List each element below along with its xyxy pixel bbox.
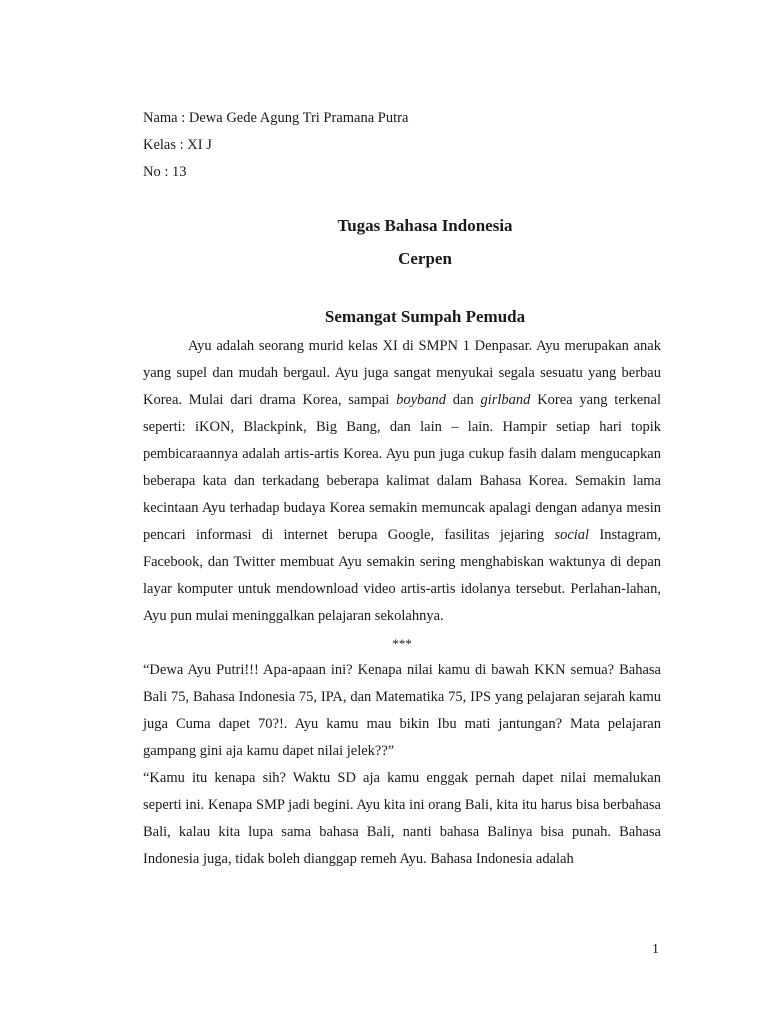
section-separator: *** [392,636,412,651]
paragraph-2: “Dewa Ayu Putri!!! Apa-apaan ini? Kenapa nilai kamu di bawah KKN semua? Bahasa Bali 75, Bahasa Indonesia 75, IPA, dan Matematika 75, IPS yang pelajaran sejarah kamu juga Cuma dapet 70?!. Ayu kamu mau bikin Ibu mati jantungan? Mata pelajaran gampang gini aja kamu dapet nilai jelek??” [143,662,661,759]
student-number: No : 13 [143,164,187,180]
assignment-title: Tugas Bahasa Indonesia [337,216,513,235]
page-number: 1 [652,942,659,957]
paragraph-3: “Kamu itu kenapa sih? Waktu SD aja kamu enggak pernah dapet nilai memalukan seperti ini. Kenapa SMP jadi begini. Ayu kita ini orang Bali, kita itu harus bisa berbahasa Bali, kalau kita lupa sama bahasa Bali, nanti bahasa Balinya bisa punah. Bahasa Indonesia juga, tidak boleh dianggap remeh Ayu. Bahasa Indonesia adalah [143,770,661,867]
italic-girlband: girlband [480,392,531,408]
student-info [143,108,408,189]
paragraph-1-text-d: Instagram, Facebook, dan Twitter membuat Ayu semakin sering menghabiskan waktunya di depan layar komputer untuk mendownload video artis-artis idolanya tersebut. Perlahan-lahan, Ayu pun mulai meninggalkan pelajaran sekolahnya. [143,527,661,624]
student-class: Kelas : XI J [143,137,212,153]
genre-title: Cerpen [398,249,452,268]
story-body [143,333,661,873]
paragraph-1-text-a: Ayu adalah seorang murid kelas XI di SMPN 1 Denpasar. Ayu merupakan anak yang supel dan mudah bergaul. Ayu juga sangat menyukai segala sesuatu yang berbau Korea. Mulai dari drama Korea, sampai [143,338,661,408]
student-name: Nama : Dewa Gede Agung Tri Pramana Putra [143,110,409,126]
paragraph-1 [143,333,661,630]
paragraph-1-text-c: Korea yang terkenal seperti: iKON, Blackpink, Big Bang, dan lain – lain. Hampir setiap hari topik pembicaraannya adalah artis-artis Korea. Ayu pun juga cukup fasih dalam mengucapkan beberapa kata dan terkadang beberapa kalimat dalam Bahasa Korea. Semakin lama kecintaan Ayu terhadap budaya Korea semakin memuncak apalagi dengan adanya mesin pencari informasi di internet berupa Google, fasilitas jejaring [143,392,661,543]
italic-social: social [554,527,590,543]
italic-boyband: boyband [396,392,447,408]
story-title: Semangat Sumpah Pemuda [324,307,526,326]
paragraph-1-text-b: dan [446,392,481,408]
